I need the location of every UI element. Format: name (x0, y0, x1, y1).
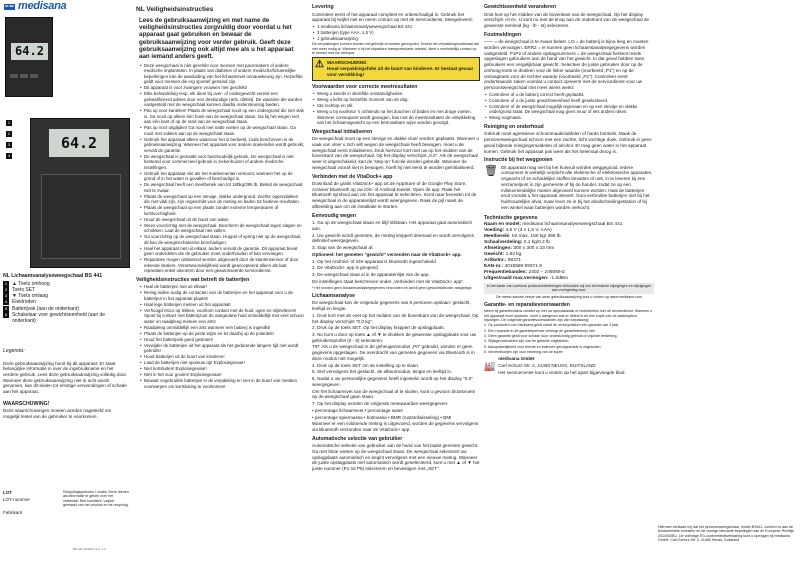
step: 2. Druk op de toets SET. Op het display knippert de opslagplaats. (312, 325, 445, 331)
step: 3. Nu kunt u door op toets ▲ of ▼ te drukken de gewenste opslagplaats voor uw gebruikersprofiel (0 - 8) selecteren. (312, 332, 477, 343)
safety-intro: Lees de gebruiksaanwijzing en met name de veiligheidsinstructies zorgvuldig door voordat u het apparaat gaat gebruiken en bewaar de gebruiksaanwijzing voor verder gebruik. Geeft deze gebruiksaanwijzing ook altijd mee als u het apparaat aan iemand anders geeft. (139, 17, 294, 60)
init-title: Weegschaal initialiseren (312, 128, 373, 135)
warning-icon: ⚠ (315, 59, 324, 71)
warranty-title: Garantie- en reparatievoorwaarden (484, 301, 570, 308)
list-item: • Niet kortsluiten! Explosiegevaar! (139, 366, 305, 372)
disposal-title: Instructie bij het weggooien (484, 157, 553, 164)
spec-note: In het kader van continue productverbeteringen behouden wij ons technische wijzigingen en wijzigingen aan vormgeving voor. (484, 283, 654, 294)
simple-title: Eenvoudig wegen (312, 212, 357, 219)
step: 2. Uw gewicht wordt gemeten, de meting knippert driemaal en wordt vervolgens definitief weergegeven. (312, 232, 474, 244)
list-item: • Controleer of u de batterij correct heeft geplaatst. (484, 92, 654, 98)
brand-bar (0, 0, 132, 14)
list-item: • Gebruik het apparaat niet als het mankementen vertoont, wanneer het op de grond of in het water is gevallen of beschadigd is. (139, 171, 305, 182)
list-item: • Ga voorzichtig op de weegschaal staan. Huppel of spring niet op de weegschaal, dit kan de weegmechanisme beschadigen. (139, 234, 305, 245)
warranty-item: 2. Een reparatie in de garantieperiode verlengt de garantietermijn niet. (484, 328, 596, 333)
init-text: De weegschaal moet op een stevige en vlakke vloer worden geplaatst. Wanneer u vaak van vloer u zich wilt wegen de weegschaal heeft bewogen, moet u de weegschaal eerst initialiseren. Druk hiervoor kort met uw op het midden van de bovenkant van de weegschaal. Op het display verschijnt „0.0". Als de weegschaal weer is uitgeschakeld, kan de 'step-on' functie worden gebruikt. Wanneer de weegschaal vooraf niet is bewogen, hoeft hij niet eerst te worden geïnitialiseerd. (312, 136, 480, 170)
list-item: • Plaats de batterijen op de juiste wijze en let daarbij op de polariteit! (139, 331, 305, 337)
service-note: Het servicecenter kunt u vinden op het apart bijgevoegde blad. (498, 369, 626, 375)
list-item: • Haal lege batterijen meteen uit het apparaat! (139, 302, 305, 308)
send-text: Wanneer er een voldoende meting is uitgevoerd, worden de gegevens vervolgens via Bluetooth verzonden naar de VitaDock+ app. (312, 421, 479, 433)
battery-title: Veiligheidsinstructies wat betreft de batterijen (136, 276, 250, 283)
spec-row: Meetbereik: tot max. 180 kg/ 396 lb (484, 234, 561, 240)
maintenance-column (484, 0, 654, 567)
footnote: * Het worden geen lichaamsanalysegegevens verzonden en wordt geen gewichtsbitcode vastgelegd. (312, 285, 473, 290)
product-title: NL Lichaamsanalyseweegschaal BS 441 (3, 273, 103, 279)
error-title: Foutmeldingen (484, 31, 522, 38)
list-item: • Raadpleeg onmiddellijk een arts wanneer een batterij is ingeslikt! (139, 325, 305, 331)
list-item: • Controleer of de weegschaal mogelijk tegenaan en op een stevige en vlakke ondergrond staat. De weegschaal mag geen muur of iets anders raken. (484, 104, 654, 115)
list-item: • Elke behandeling resp. elk dieet bij over- of ondergewicht vereist een gekwalificeerd advies door een deskundige (arts, diëtist). De waarden die worden vastgesteld met de weegschaal kunnen daarbij ondersteuning bieden. (139, 91, 305, 108)
list-item: • Pas op voor kantelen! Plaats de weegschaal nooit op een ondergrond die niet vlak is. Ga nooit op alleen één hoek van de weegschaal staan. Ga bij het wegen niet aan één kant of op de rand van de weegschaal staan. (139, 108, 305, 125)
legend-text: Deze gebruiksaanwijzing hoort bij dit apparaat. Er staat belangrijke informatie in over de ingebruikname en het verdere gebruik. Lees deze gebruiksaanwijzing volledig door. Wanneer deze gebruiksaanwijzing niet in acht wordt genomen, kan dit leiden tot ernstige verwondingen of schade aan het apparaat. (3, 360, 128, 395)
part-row: 1 ▲ Toets omhoog (4, 280, 50, 287)
list-item: • Weeg u bij voorkeur 's ochtends na het douchen of baden en met droge voeten. Wanneer consequent wordt gewogen, kan met de meetresultaten de ontwikkeling van het lichaamsgewicht op een betrouwbare wijze worden gevolgd. (312, 109, 480, 126)
list-item: • Weeg u liefst op hetzelfde moment van de dag. (312, 97, 480, 103)
warranty-item: 1. Op producten van medisana geldt vanaf de verkoopdatum een garantie van 3 jaar. (484, 323, 620, 328)
spec-row: Afmetingen: 300 x 300 x 23 mm (484, 246, 555, 252)
disposal-block (484, 165, 654, 212)
auto-text: Automatische selectie van gebruiker aan de hand van het laatst gemeten gewicht. Ga met blote voeten op de weegschaal staan. De weegschaal selecteert uw opslagplaats automatisch en begint vervolgens met een nieuwe meting. Wanneer de juiste opslagplaats niet automatisch wordt geselecteerd, kunt u met ▲ of ▼ het juiste nummer (P1 tot P8) selecteren en bevestigen met „SET". (312, 443, 480, 472)
spec-row: Frequentiebanden: 2402 – 2480MHz (484, 270, 566, 275)
levering-title: Levering (312, 4, 334, 10)
list-item: • Houd het batterijvak goed gesloten! (139, 337, 305, 343)
list-item: • Haal de batterijen niet uit elkaar! (139, 284, 305, 290)
brand-logo: medisana (18, 0, 67, 13)
step: 1. Ga op de weegschaal staan en blijf stilstaan. Het apparaat gaat automatisch aan. (312, 220, 473, 231)
step: 6. Nadat u uw persoonlijke gegevens heeft ingesteld, wordt op het display "0.0" weergegeven. (312, 376, 473, 387)
scale-image-large (30, 118, 130, 268)
optional-note: De instellingen staat beschreven onder „Verbinden met de VitaDock+ app". (312, 278, 465, 284)
warning-text: Deze waarschuwingen moeten worden nageleefd om mogelijk letsel van de gebruiker te voorkomen. (3, 408, 112, 420)
factory-icon: 🏭 (484, 360, 496, 371)
step: 5. Stel vervolgens het geslacht, de afkeurmodus, lengte en leeftijd in. (312, 369, 453, 375)
error-text: —— = de weegschaal is te zwaar belast. LO = de batterij is bijna leeg en moeten worden vervangen. ERR2 = er kunnen geen lichaamsanalysegegevens worden vastgesteld. P1P2 of andere opslagnummers = de weegschaal herkent reeds opgeslagen gebruikers aan de hand van het gewicht. In dat geval hebben twee gebruikers een vergelijkbaar gewicht. Selecteer de juiste gebruiker door op de omhoog-toets te drukken voor de linker waarde (voorbeeld „P1") en op de omlaagtoets voor de rechter waarde (voorbeeld „P2"). Controleer eerst onderstaande zaken voordat u contact opneemt met de servicedienst voor uw persoonsweegschaal niet meer wiens werkt: (484, 39, 649, 91)
scale-platform (41, 174, 121, 259)
disposal-text: Dit apparaat mag niet bij het huisvuil worden weggegooid. Iedere consument is wettelijk verplicht alle elektrische of elektronische apparaten, ongeacht of ze schadelijke stoffen bevatten of niet, in te leveren bij een verzamelpunt in zijn gemeente of bij de handel, zodat ze op een milieuvriendelijke manier afgevoerd kunnen worden. Haal de batterijen eruit voordat u het apparaat inlevert. Gooi verbruikte batterijen niet bij het huishoudelijke afval, maar lever ze in bij het afvalscheidingsstation of bij een winkel waar batterijen worden verkocht. (500, 164, 653, 210)
cover-column (0, 0, 132, 567)
safety-column (136, 0, 308, 567)
callout-4: 4 (7, 153, 11, 158)
list-item: • Verwijder de batterijen uit het apparaat als het gedurende langere tijd niet wordt gebruikt! (139, 343, 305, 354)
step: 3. Stap van de weegschaal af. (312, 245, 374, 251)
list-item: • Reinig indien nodig de contacten van de batterijen en het apparaat voor u de batterijen in het apparaat plaatst! (139, 290, 305, 301)
warning-title: WAARSCHUWING! (3, 400, 50, 407)
levering-text: Controleer eerst of het apparaat compleet en onbeschadigd is. Gebruik het apparaat bij twijfel niet en neem contact op met de servicedienst. Meegeleverd: (312, 11, 473, 23)
warning-text: Houd verpakkingsfolie uit de buurt van kinderen. Er bestaat gevaar voor verstikking! (326, 66, 474, 77)
spec-title: Technische gegevens (484, 214, 538, 221)
step: • percentage lichaamsvet • percentage water (312, 407, 404, 413)
spec-table (484, 222, 654, 282)
scale-keys (10, 74, 38, 78)
list-item: • Laad de batterijen niet opnieuw op! Explosiegevaar! (139, 360, 305, 366)
clean-title: Reiniging en onderhoud (484, 123, 544, 130)
clean-text: Gebruik nooit agressieve schoonmaakmiddelen of harde borstels. Maak de personenweegschaal schoon met een zachte, licht vochtige doek. Gebruik in geen geval bijtende reinigingsmiddelen of alcohol. Er mag geen water in het apparaat komen. Gebruik het apparaat pas weer als het helemaal droog is. (484, 131, 652, 154)
spec-row: Uitgestraald max.vermogen: -1.0dBm (484, 275, 568, 281)
spec-row: Schaalverdeling: 0,1 kg/0,2 lb (484, 240, 550, 246)
spec-row: EAN-nr.: 4015588 99371 8 (484, 264, 542, 270)
safety-list (139, 63, 305, 274)
conformity-note: Hiermee verklaart mij dat het personenweegschaal, model BS441, conform is aan de fundamentele vereisten en de overige relevante bepalingen van de Europese Richtlijn 2014/53/EU. De volledige EG-conformiteitsverklaring kunt u opvragen bij medisana GmbH, Carl-Schurz-Str. 2, 41460 Neuss, Duitsland. (658, 525, 795, 542)
step: 3. De weegschaal staat al in de apparatenlijst van de app. (312, 272, 430, 278)
analysis-text-2: Om het lichaamsvet van de weegschaal af te sluiten, kunt u gewoon blootsvoets op de weegschaal gaan staan. (312, 388, 475, 400)
packaging-warning (312, 57, 480, 80)
list-item: • Sta rechtop en stil. (312, 103, 480, 109)
analysis-text: De weegschaal kan de volgende gegevens van 8 personen opslaan: geslacht, leeftijd en lengte. (312, 300, 471, 312)
list-item: • De weegschaal is gemaakt voor huishoudelijk gebruik. De weegschaal is niet bestemd voor commercieel gebruik in ziekenhuizen of andere medische instellingen. (139, 154, 305, 171)
symbols-section (3, 490, 129, 551)
lot-code: LOT (3, 490, 13, 495)
list-item: • Haal het apparaat niet uit elkaar, anders vervalt de garantie. Dit apparaat bevat geen onderdelen die de gebruiker moet onderhouden of kan vervangen. (139, 246, 305, 257)
callout-2: 2 (7, 131, 11, 136)
list-item: • Weeg u steeds in dezelfde omstandigheden. (312, 91, 480, 97)
legend-title: Legenda: (3, 348, 25, 354)
list-item: • Deze weegschaal is niet geschikt voor mensen met pacemakers of andere medische implantaten. In plaats van diabetes of andere medische/lichamelijke beperkingen kan de aanduiding van het lichaamsvet onnauwkeurig zijn. Hetzelfde geldt voor mensen die erg sportief getraind zijn. (139, 63, 305, 85)
list-item: • Verhoogd risico op lekken, voorkom contact met de huid, ogen en slijmvliezen! Spoel bij contact met batterijzuur de aangedane huid onmiddellijk met veel schoon water en raadpleeg meteen een arts! (139, 308, 305, 325)
list-item: • Houd de weegschaal uit de buurt van water. (139, 217, 305, 223)
warranty-item: 3. Geen garantie geldt voor schade door ondeskundig gebruik of onjuiste bediening. (484, 333, 618, 338)
analysis-title: Lichaamsanalyse (312, 292, 355, 299)
error-list (484, 92, 654, 121)
part-row: 3 ▼ Toets omlaag (4, 293, 48, 299)
list-item: • Controleer of u de juiste gewichtseenheid heeft geselecteerd. (484, 98, 654, 104)
list-item: • De weegschaal heeft een meetbereik van tot 180kg/396 lb. Belast de weegschaal niet te zwaar. (139, 182, 305, 193)
step: 1. Druk kort met de voet op het midden van de bovenkant van de weegschaal. Op het display verschijnt "0.0 kg". (312, 312, 479, 324)
list-item: • Plaats de weegschaal op een plaats zonder extreme temperaturen of luchtvochtigheid. (139, 205, 305, 216)
part-row: 2 Toets SET (4, 286, 36, 293)
step: • percentage spiermassa • botmassa • BMR (ruststofwisseling) • BMI (312, 414, 452, 420)
company-name: medisana GmbH (498, 356, 535, 362)
pack-note: De verpakkingen kunnen worden hergebruikt of worden gerecycled. Scheid het verpakkingsmateriaal dat niet meer nodig is. Wanneer u bij het uitpakken transportschade ontdekt, dient u onmiddellijk contact op te nemen met uw verkoper. (312, 42, 479, 56)
legend-section (3, 345, 129, 421)
prep-title: Voorwaarden voor correcte meetresultaten (312, 83, 418, 90)
list-item: • Niet in het vuur gooien! Explosiegevaar! (139, 372, 305, 378)
list-item: • Houd batterijen uit de buurt van kinderen! (139, 354, 305, 360)
scale-display-large: 64.2 (49, 129, 109, 157)
list-item: • Weeg nogmaals. (484, 115, 654, 121)
part-row: 6 Schakelaar voor gewichtseenheid (aan de onderkant) (4, 311, 106, 324)
warning-title: WAARSCHUWING (326, 60, 367, 66)
spec-row: Voeding: 4,5 V (3 x 1,5 V, AAA) (484, 228, 552, 234)
company-address: Carl-Schurz-Str. 2, 41460 NEUSS, DUITSLAND (498, 362, 596, 368)
usage-column (312, 0, 480, 567)
step: 2. De VitaDock+ app is geopend (312, 265, 378, 271)
callout-1: 1 (7, 120, 11, 125)
safety-title: NL Veiligheidsinstructies (136, 6, 214, 13)
warranty-item: 6. Verzendkosten zijn voor rekening van de koper. (484, 349, 564, 354)
list-item: • Gebruik het apparaat alleen waarvoor het is bedoeld, zoals beschreven in de gebruiksaanwijzing. Wanneer het apparaat voor andere doeleinden wordt gebruikt, vervalt de garantie. (139, 137, 305, 154)
side-column (658, 0, 802, 567)
callout-numbers (6, 120, 28, 164)
levering-list (312, 24, 480, 42)
list-item: • 3 batterijen (type AAA, 1,5 V) (312, 30, 480, 36)
list-item: • Wees voorzichtig met de weegschaal. Bescherm de weegschaal tegen slagen en schokken. Laat de weegschaal niet vallen. (139, 223, 305, 234)
auto-title: Automatische selectie van gebruiker (312, 435, 403, 442)
callout-3: 3 (7, 142, 11, 147)
list-item: • Bewaar ongebruikte batterijen in de verpakking en niet in de buurt van metalen voorwerpen om kortsluiting te voorkomen! (139, 378, 305, 389)
parts-list (3, 270, 129, 324)
prep-list (312, 91, 480, 126)
manufacturer-block (484, 356, 654, 376)
optional-text: Optioneel: het gemeten "gewicht" verzenden naar de VitaDock+ app. (312, 251, 462, 257)
app-title: Verbinden met de VitaDock+ app (312, 173, 393, 180)
recycle-text: Recyclingsymbolen / codes: Deze dienen als informatie te geven over het materiaal. Niet kunststof / papier gemaakt van het product en de recycling. (63, 490, 129, 507)
list-item: • Pas op voor uitglijden! Ga nooit met natte voeten op de weegschaal staan. Ga nooit met sokken aan op de weegschaal staan. (139, 125, 305, 136)
battery-list (139, 284, 305, 389)
warranty-item: 5. Aansprakelijkheid voor directe en indirecte gevolgschade is uitgesloten. (484, 344, 602, 349)
spec-row: Artikelnr.: 99371 (484, 258, 522, 264)
list-item: • Dit apparaat is voor zwangere vrouwen niet geschikt! (139, 85, 305, 91)
wheelie-bin-icon: 🗑 (484, 164, 498, 177)
app-text: Download de gratis VitaDock+ app uit de AppStore of de Google Play Store. Activeer Bluetooth op uw iOS- of Android-toestel. Open de app. Raak het Bluetooth symbool aan om het apparaat te selecteren. Scrol naar beneden tot de weegschaal in de apparatenlijst wordt weergegeven. Raak de pijl naast de afbeelding aan om de installatie te starten. (312, 181, 477, 209)
scale-image-small (5, 17, 53, 97)
list-item: • 1 gebruiksaanwijzing (312, 36, 480, 42)
unit-title: Gewichtseenheid veranderen (484, 4, 557, 10)
step: 1. Op het Android- of iOS-apparaat is bluetooth ingeschakeld (312, 258, 436, 264)
doc-note: De meest actuele versie van deze gebruiksaanwijzing kunt u vinden op www.medisana.com (496, 294, 642, 299)
scale-display: 64.2 (11, 43, 48, 60)
step: TIP: Als u de weegschaal in de geheugenmodus „P0" gebruikt, worden er geen gegevens opgeslagen. De overdracht van gemeten gegevens via Bluetooth is in deze modus niet mogelijk. (312, 344, 475, 361)
unit-text: Druk kort op het midden van de bovenkant van de weegschaal. Op het display verschijnt «0.0». U kunt nu met de knop aan de onderkant van de weegschaal de gewenste eenheid (kg - lb - st) selecteren. (484, 11, 649, 28)
language-tag: NL/BE (5, 4, 14, 9)
step: 7. Op het display worden de volgende meetwaarden weergegeven: (312, 401, 449, 407)
part-row: 5 Batterijvak (aan de onderkant) (4, 305, 79, 312)
manufacturer-label: Fabrikant (3, 510, 23, 516)
warranty-text: Neem bij garantieclaims contact op met uw speciaalzaak of rechtstreeks met de servicedienst. Wanneer u het apparaat moet opsturen, moet u aangeven wat er defect is en een kopie van de aankoopbon bijvoegen. De volgende garantievoorwaarden zijn van toepassing: (484, 309, 653, 323)
warranty-item: 4. Slijtageonderdelen zijn van de garantie uitgesloten. (484, 339, 570, 344)
lot-label: LOT-nummer (3, 496, 31, 502)
spec-row: Naam en model: medisana lichaamsanalyseweegschaal BS 441 (484, 222, 623, 228)
list-item: • Reparaties mogen uitsluitend worden uitgevoerd door de klantenservice of door erkende dealers. Verantwoordelijkheid wordt geaccepteerd alleen als laat reparaties enkel uitvoeren door een geautoriseerde servicedienst. (139, 257, 305, 274)
part-row: 4 Elektroden (4, 299, 36, 306)
step: 4. Druk op de toets SET om de instelling op te slaan. (312, 362, 420, 368)
spec-row: Gewicht: 1,63 kg (484, 252, 522, 258)
list-item: • Plaats de weegschaal op een stevige, vlakke ondergrond. Zachte oppervlakken die niet vlak zijn, zijn ongeschikt voor de meting en leiden tot foutieve resultaten. (139, 194, 305, 205)
doc-code: BS 441 08/2021 Ver. 1.0 (73, 547, 106, 551)
list-item: • 1 medisana lichaamsanalyseweegschaal BS 441 (312, 24, 480, 30)
